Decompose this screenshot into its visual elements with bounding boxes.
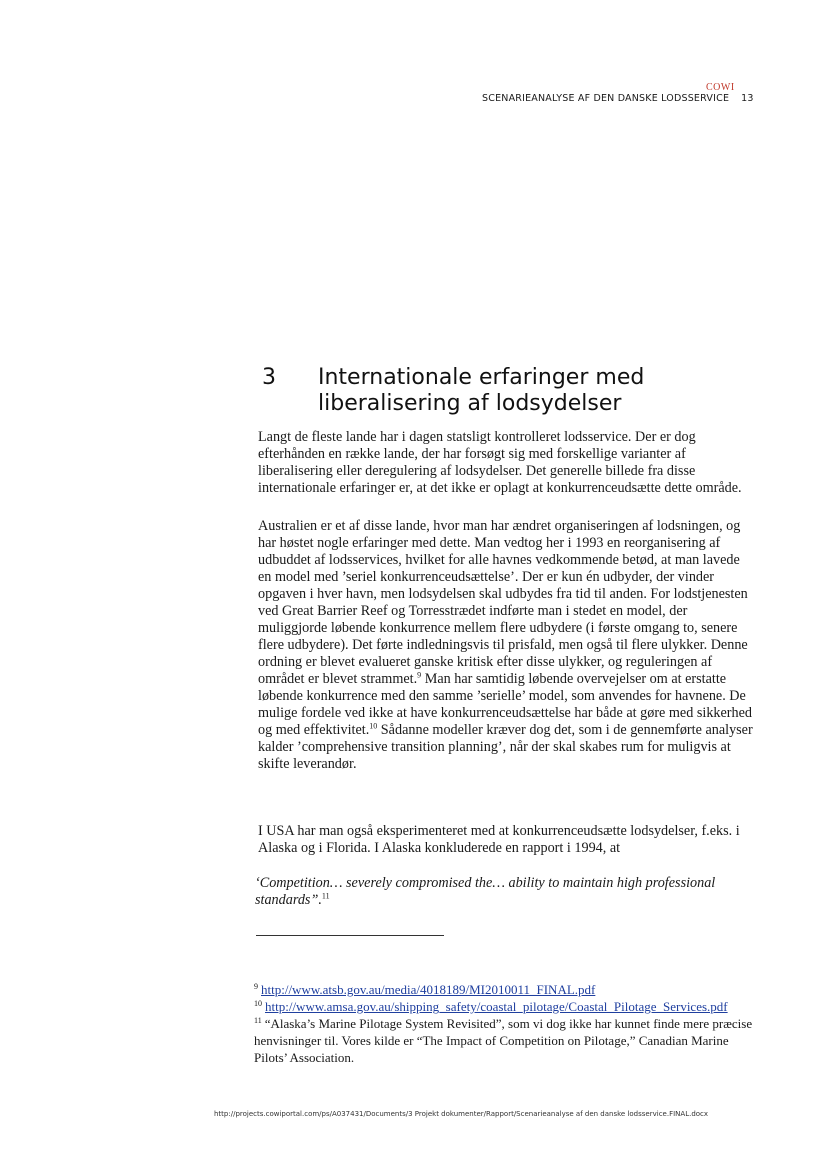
paragraph-australia-part2: Man har samtidig løbende overvejelser om at erstatte løbende konkurrence med den samme ’serielle’ model, som anvendes for havnene. De mulige fordele ved ikke at have konkurrenceudsættelse har både at gøre med sikkerhed og med effektivitet.: [258, 671, 753, 738]
footnote-number: 11: [254, 1015, 262, 1025]
footnote-ref-10[interactable]: 10: [369, 721, 378, 731]
paragraph-australia-part1: Australien er et af disse lande, hvor man har ændret organiseringen af lodsningen, og har høstet nogle erfaringer med dette. Man vedtog her i 1993 en reorganisering af udbuddet af lodsservices, hvilket for alle havnes vedkommende betød, at man lavede en model med ’seriel konkurrenceudsættelse’. Der er kun én udbyder, der vinder opgaven i hver havn, men lodsydelsen skal udbydes fra tid til anden. For lodstjenesten ved Great Barrier Reef og Torresstrædet indførte man i stedet en model, der muliggjorde løbende konkurrence mellem flere udbydere (i første omgang to, senere flere udbydere). Det førte indledningsvis til prisfald, men også til flere ulykker. Denne ordning er blevet evalueret ganske kritisk efter disse ulykker, og reguleringen af området er blevet strammet.: [258, 518, 748, 687]
block-quote: [255, 875, 755, 909]
footnote-number: 9: [254, 981, 258, 991]
footnote-separator: [256, 935, 444, 936]
footnote-ref-9[interactable]: 9: [417, 670, 422, 680]
paragraph-australia: [258, 518, 754, 773]
paragraph-usa: I USA har man også eksperimenteret med at konkurrenceudsætte lodsydelser, f.eks. i Alaska og i Florida. I Alaska konkluderede en rapport i 1994, at: [258, 823, 740, 856]
footnote-11: [254, 1015, 754, 1066]
footnote-link-atsb[interactable]: http://www.atsb.gov.au/media/4018189/MI2010011_FINAL.pdf: [261, 982, 596, 997]
footnote-text: “Alaska’s Marine Pilotage System Revisited”, som vi dog ikke har kunnet finde mere præcise henvisninger til. Vores kilde er “The Impact of Competition on Pilotage,” Canadian Marine Pilots’ Association.: [254, 1016, 753, 1065]
paragraph-australia-part3: Sådanne modeller kræver dog det, som i de gennemførte analyser kalder ’comprehensive transition planning’, når der skal skabes rum for muligvis at skifte leverandør.: [258, 722, 753, 772]
chapter-number: 3: [262, 365, 276, 390]
running-title: SCENARIEANALYSE AF DEN DANSKE LODSSERVICE: [482, 93, 730, 104]
paragraph-intro: Langt de fleste lande har i dagen statsligt kontrolleret lodsservice. Der er dog efterhånden en række lande, der har forsøgt sig med forskellige varianter af liberalisering eller deregulering af lodsydelser. Det generelle billede fra disse internationale erfaringer er, at det ikke er oplagt at konkurrenceudsætte dette område.: [258, 429, 742, 496]
document-path-footer: http://projects.cowiportal.com/ps/A037431/Documents/3 Projekt dokumenter/Rapport/Scenarieanalyse af den danske lodsservice.FINAL.docx: [214, 1110, 709, 1118]
quote-text: ‘Competition… severely compromised the… ability to maintain high professional standards”.: [255, 875, 716, 908]
cowi-logo: COWI: [706, 82, 735, 93]
footnote-number: 10: [254, 998, 262, 1008]
page-number: 13: [741, 93, 754, 104]
running-header: [482, 93, 754, 104]
footnote-9: [254, 981, 754, 998]
footnotes: [254, 981, 754, 1066]
chapter-title: Internationale erfaringer med liberalisering af lodsydelser: [318, 365, 645, 416]
footnote-ref-11[interactable]: 11: [321, 891, 330, 901]
footnote-10: [254, 998, 754, 1015]
footnote-link-amsa[interactable]: http://www.amsa.gov.au/shipping_safety/coastal_pilotage/Coastal_Pilotage_Services.pdf: [265, 999, 728, 1014]
